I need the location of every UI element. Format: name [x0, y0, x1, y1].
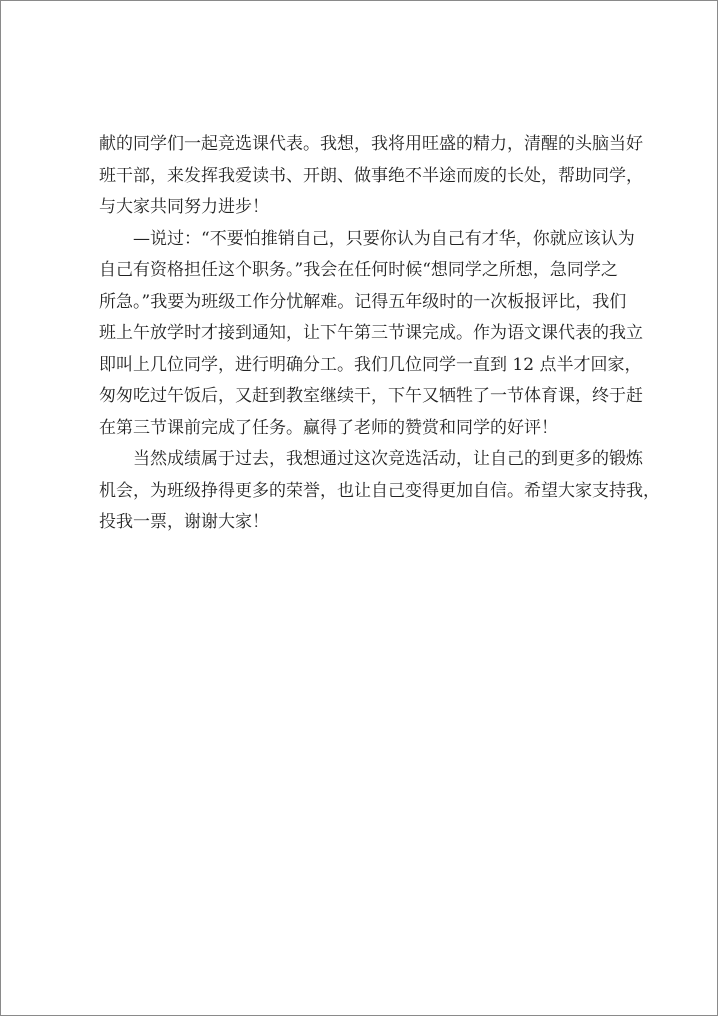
text-line: 所急。”我要为班级工作分忧解难。记得五年级时的一次板报评比，我们	[99, 291, 627, 312]
text-line: 自己有资格担任这个职务。”我会在任何时候“想同学之所想，急同学之	[99, 260, 618, 280]
text-line: 献的同学们一起竞选课代表。我想，我将用旺盛的精力，清醒的头脑当好	[99, 134, 643, 154]
text-line: —说过：“不要怕推销自己，只要你认为自己有才华，你就应该认为	[133, 228, 635, 249]
text-line: 班上午放学时才接到通知，让下午第三节课完成。作为语文课代表的我立	[99, 323, 643, 343]
paragraph-1	[99, 129, 659, 224]
text-line: 匆匆吃过午饭后，又赶到教室继续干，下午又牺牲了一节体育课，终于赶	[99, 386, 643, 406]
text-line: 班干部，来发挥我爱读书、开朗、做事绝不半途而废的长处，帮助同学，	[99, 165, 643, 186]
paragraph-3	[99, 444, 659, 539]
text-line: 在第三节课前完成了任务。赢得了老师的赞赏和同学的好评！	[99, 417, 558, 438]
text-line: 即叫上几位同学，进行明确分工。我们几位同学一直到 12 点半才回家，	[99, 354, 642, 375]
document-body	[99, 129, 659, 539]
text-line: 与大家共同努力进步！	[99, 197, 269, 217]
text-line: 投我一票，谢谢大家！	[99, 512, 269, 532]
text-line: 当然成绩属于过去，我想通过这次竞选活动，让自己的到更多的锻炼	[133, 449, 643, 469]
text-line: 机会，为班级挣得更多的荣誉，也让自己变得更加自信。希望大家支持我，	[99, 480, 660, 501]
paragraph-2	[99, 224, 659, 445]
